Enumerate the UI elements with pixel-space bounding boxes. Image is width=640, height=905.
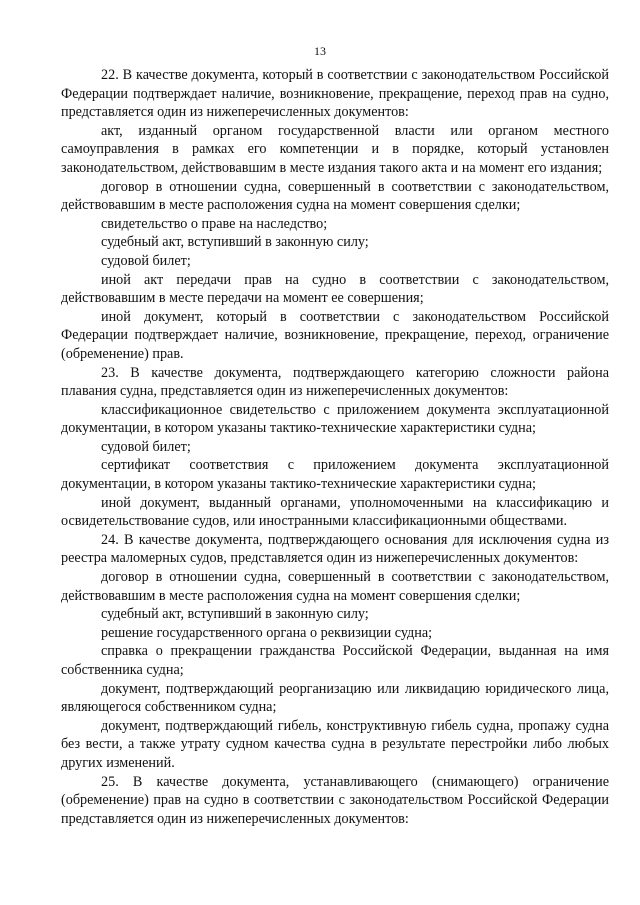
list-item: судовой билет;	[101, 252, 191, 269]
paragraph-24: 24. В качестве документа, подтверждающего основания для исключения судна из реестра маломерных судов, представляется один из нижеперечисленных документов:	[61, 531, 609, 567]
page-number: 13	[314, 44, 326, 58]
paragraph-22: 22. В качестве документа, который в соответствии с законодательством Российской Федерации подтверждает наличие, возникновение, прекращение, переход прав на судно, представляется один из нижеперечисленных документов:	[61, 67, 609, 121]
list-item: иной акт передачи прав на судно в соответствии с законодательством, действовавшим в месте передачи на момент ее совершения;	[61, 271, 609, 307]
list-item: судовой билет;	[101, 438, 191, 455]
document-body	[61, 66, 609, 828]
list-item: решение государственного органа о реквизиции судна;	[101, 624, 433, 641]
list-item: документ, подтверждающий реорганизацию или ликвидацию юридического лица, являющегося собственником судна;	[61, 680, 609, 716]
list-item: классификационное свидетельство с приложением документа эксплуатационной документации, в котором указаны тактико-технические характеристики судна;	[61, 401, 609, 437]
list-item: акт, изданный органом государственной власти или органом местного самоуправления в рамках его компетенции и в порядке, который установлен законодательством, действовавшим в месте издания такого акта и на момент его издания;	[61, 122, 609, 176]
list-item: судебный акт, вступивший в законную силу;	[101, 234, 369, 251]
list-item: документ, подтверждающий гибель, конструктивную гибель судна, пропажу судна без вести, а также утрату судном качества судна в результате перестройки либо любых других изменений.	[61, 717, 609, 771]
list-item: иной документ, выданный органами, уполномоченными на классификацию и освидетельствование судов, или иностранными классификационными обществами.	[61, 494, 609, 530]
list-item: договор в отношении судна, совершенный в соответствии с законодательством, действовавшим в месте расположения судна на момент совершения сделки;	[61, 569, 609, 604]
list-item: судебный акт, вступивший в законную силу;	[101, 606, 369, 623]
list-item: сертификат соответствия с приложением документа эксплуатационной документации, в котором указаны тактико-технические характеристики судна;	[61, 457, 609, 493]
list-item: иной документ, который в соответствии с законодательством Российской Федерации подтверждает наличие, возникновение, прекращение, переход, ограничение (обременение) прав.	[61, 308, 609, 362]
list-item: справка о прекращении гражданства Российской Федерации, выданная на имя собственника судна;	[61, 643, 609, 678]
list-item: свидетельство о праве на наследство;	[101, 215, 328, 232]
list-item: договор в отношении судна, совершенный в соответствии с законодательством, действовавшим в месте расположения судна на момент совершения сделки;	[61, 178, 609, 214]
paragraph-23: 23. В качестве документа, подтверждающего категорию сложности района плавания судна, представляется один из нижеперечисленных документов:	[61, 364, 609, 400]
paragraph-25: 25. В качестве документа, устанавливающего (снимающего) ограничение (обременение) прав на судно в соответствии с законодательством Российской Федерации представляется один из нижеперечисленных документов:	[61, 773, 609, 827]
